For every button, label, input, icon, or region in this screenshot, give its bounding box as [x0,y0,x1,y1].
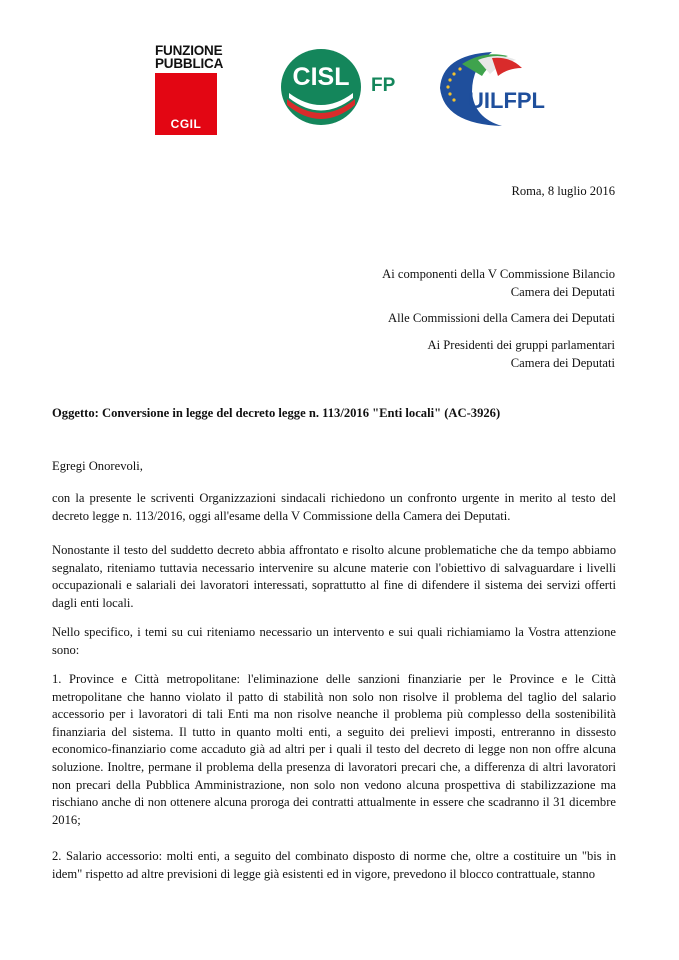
recipient-1-line2: Camera dei Deputati [510,284,615,299]
cgil-badge-text: CGIL [170,117,202,131]
cisl-fp-logo [281,47,411,127]
recipient-block-2 [255,310,615,328]
uil-fpl-logo [432,50,562,130]
fp-cgil-logo [155,43,224,135]
body-paragraph-3: Nello specifico, i temi su cui riteniamo necessario un intervento e sui quali richiamiamo la Vostra attenzione sono: [52,625,616,657]
body-paragraph-2: Nonostante il testo del suddetto decreto abbia affrontato e risolto alcune problematiche che da tempo abbiamo segnalato, riteniamo tuttavia necessario intervenire su alcune materie con l'obiettivo di salvaguardare i livelli occupazionali e salariali dei lavoratori interessati, soprattutto al fine di difendere il sistema dei servizi offerti dagli enti locali. [52,543,616,610]
body-paragraph-5: 2. Salario accessorio: molti enti, a seguito del combinato disposto di norme che, oltre a costituire un "bis in idem" rispetto ad altre previsioni di legge già esistenti ed in vigore, prevedono il blocco contrattuale, stanno [52,849,616,881]
uil-logo-text: UILFPL [468,88,545,113]
letter-subject: Oggetto: Conversione in legge del decreto legge n. 113/2016 "Enti locali" (AC-3926) [52,406,501,420]
fp-logo-line1: FUNZIONE [155,43,223,58]
fp-logo-line2: PUBBLICA [155,56,224,71]
recipient-1-line1: Ai componenti della V Commissione Bilancio [382,267,615,281]
recipient-2-line1: Alle Commissioni della Camera dei Deputati [388,311,615,325]
cisl-logo-suffix: FP [371,75,396,96]
letter-date: Roma, 8 luglio 2016 [511,184,615,198]
cisl-logo-text: CISL [292,63,350,91]
cgil-red-box [155,73,217,135]
recipient-3-line2: Camera dei Deputati [510,355,615,370]
letter-salutation: Egregi Onorevoli, [52,459,143,473]
recipient-3-line1: Ai Presidenti dei gruppi parlamentari [427,338,615,352]
recipient-block-3 [255,337,615,372]
body-paragraph-4: 1. Province e Città metropolitane: l'eliminazione delle sanzioni finanziarie per le Province e le Città metropolitane che hanno violato il patto di stabilità non solo non risolve il problema del taglio del salario accessorio per i lavoratori di tali Enti ma non risolve neanche il problema più complesso della sostenibilità finanziaria del sistema. Il tutto in quanto molti enti, a seguito dei prelievi imposti, entreranno in dissesto economico-finanziario come accaduto già ad altri per i quali il testo del decreto di legge non non offre alcuna soluzione. Inoltre, permane il problema della presenza di lavoratori precari che, a differenza di altri lavoratori non precari della Pubblica Amministrazione, non solo non vedono alcuna prospettiva di stabilizzazione ma rischiano anche di non ottenere alcuna proroga dei contratti attualmente in essere che scadranno il 31 dicembre 2016; [52,672,616,827]
recipient-block-1 [255,266,615,301]
body-paragraph-1: con la presente le scriventi Organizzazioni sindacali richiedono un confronto urgente in merito al testo del decreto legge n. 113/2016, oggi all'esame della V Commissione della Camera dei Deputati. [52,491,616,523]
